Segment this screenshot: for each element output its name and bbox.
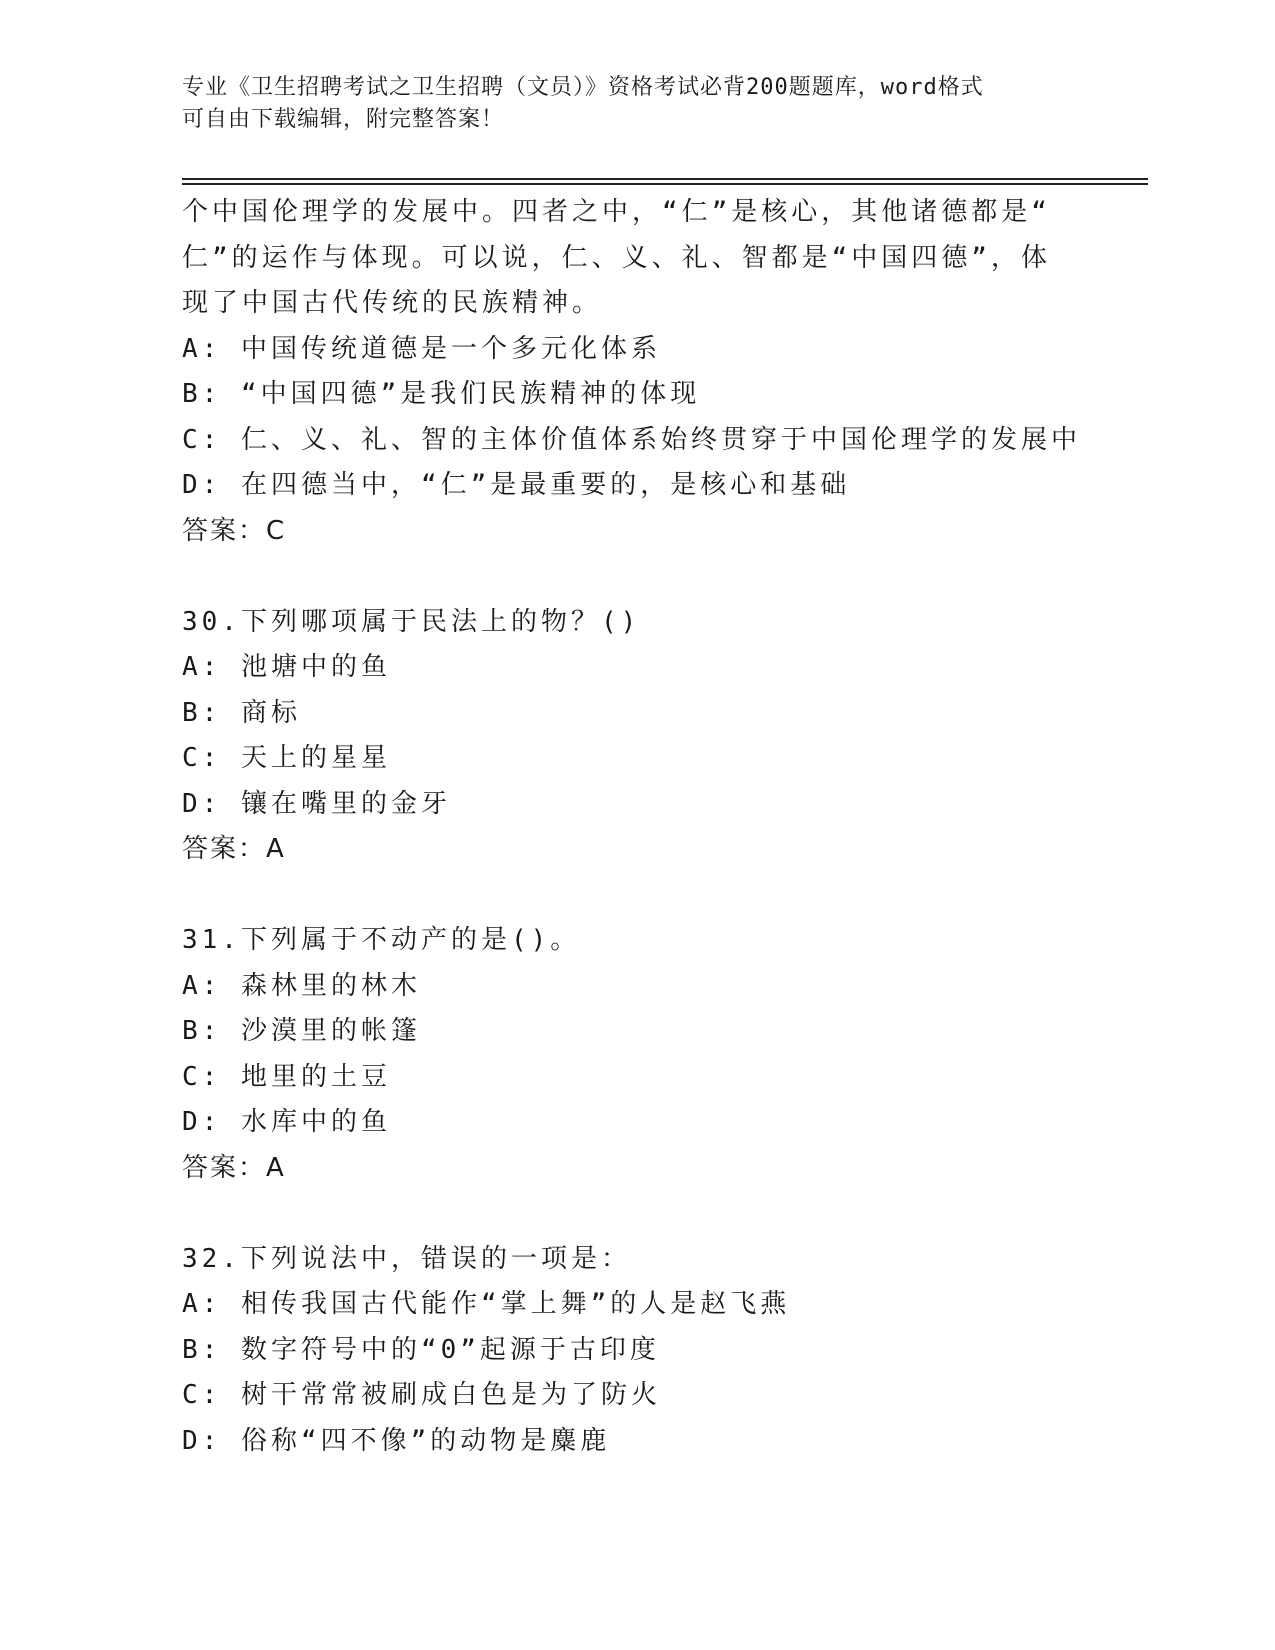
answer-line: 答案：A [182,834,286,864]
question-stem: 32.下列说法中，错误的一项是： [182,1243,631,1274]
option-d: D: 镶在嘴里的金牙 [182,788,451,819]
option-b: B: 沙漠里的帐篷 [182,1016,421,1046]
spacer [182,873,1082,919]
header-subtitle-line: 可自由下载编辑，附完整答案！ [182,107,505,132]
option-d: D: 俗称“四不像”的动物是麋鹿 [182,1425,611,1456]
intro-text-line: 现了中国古代传统的民族精神。 [182,288,603,318]
option-a: A: 中国传统道德是一个多元化体系 [182,333,661,364]
option-b: B: 商标 [182,697,301,728]
option-c: C: 仁、义、礼、智的主体价值体系始终贯穿于中国伦理学的发展中 [182,424,1081,455]
question-31 [182,918,1082,1191]
intro-text-line: 仁”的运作与体现。可以说，仁、义、礼、智都是“中国四德”，体 [182,242,1051,273]
spacer [182,554,1082,600]
option-a: A: 池塘中的鱼 [182,652,391,682]
intro-question [182,190,1082,554]
answer-line: 答案：C [182,515,287,546]
document-header [182,72,1082,136]
option-d: D: 水库中的鱼 [182,1107,391,1137]
option-c: C: 地里的土豆 [182,1061,391,1092]
question-content [182,190,1082,1464]
question-32 [182,1237,1082,1465]
option-b: B: “中国四德”是我们民族精神的体现 [182,379,701,409]
option-a: A: 相传我国古代能作“掌上舞”的人是赵飞燕 [182,1289,791,1319]
header-divider-top [182,178,1148,180]
option-a: A: 森林里的林木 [182,970,421,1001]
question-30 [182,600,1082,873]
header-divider-bottom [182,183,1148,185]
option-d: D: 在四德当中，“仁”是最重要的，是核心和基础 [182,470,851,500]
header-title-line: 专业《卫生招聘考试之卫生招聘（文员）》资格考试必背200题题库，word格式 [182,75,984,100]
question-stem: 31.下列属于不动产的是()。 [182,925,581,955]
option-c: C: 天上的星星 [182,743,391,773]
answer-line: 答案：A [182,1152,286,1183]
question-stem: 30.下列哪项属于民法上的物？() [182,606,641,637]
option-b: B: 数字符号中的“0”起源于古印度 [182,1334,660,1365]
intro-text-line: 个中国伦理学的发展中。四者之中，“仁”是核心，其他诸德都是“ [182,197,1051,227]
spacer [182,1191,1082,1237]
option-c: C: 树干常常被刷成白色是为了防火 [182,1380,661,1410]
